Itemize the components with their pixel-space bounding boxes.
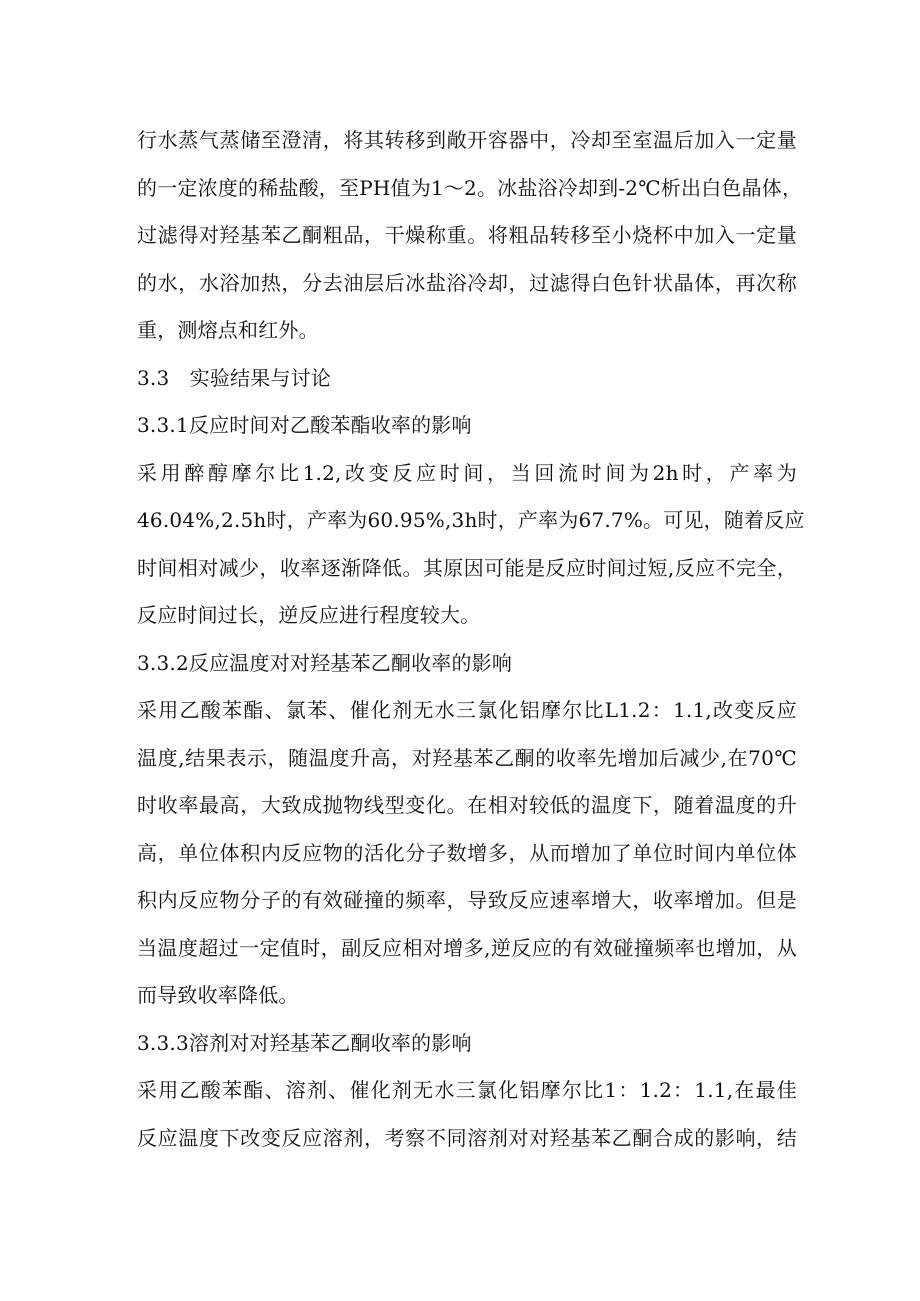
- subsection-heading: 3.3.3溶剂对对羟基苯乙酮收率的影响: [137, 1030, 472, 1055]
- text-line: 温度,结果表示，随温度升高，对羟基苯乙酮的收率先增加后减少,在70℃: [137, 745, 797, 770]
- text-line: 重，测熔点和红外。: [137, 318, 319, 342]
- text-line: 当温度超过一定值时，副反应相对增多,逆反应的有效碰撞频率也增加，从: [137, 935, 797, 960]
- document-body: [137, 117, 805, 1162]
- subsection-heading: 3.3.2反应温度对对羟基苯乙酮收率的影响: [137, 650, 513, 675]
- text-line: 46.04%,2.5h时，产率为60.95%,3h时，产率为67.7%。可见，随着反应: [137, 508, 805, 532]
- text-line: 反应时间过长，逆反应进行程度较大。: [137, 603, 481, 627]
- text-line: 行水蒸气蒸储至澄清，将其转移到敞开容器中，冷却至室温后加入一定量: [137, 128, 797, 152]
- text-line: 高，单位体积内反应物的活化分子数增多，从而增加了单位时间内单位体: [137, 840, 797, 865]
- text-line: 采用乙酸苯酯、氯苯、催化剂无水三氯化铝摩尔比L1.2：1.1,改变反应: [137, 698, 797, 722]
- text-line: 积内反应物分子的有效碰撞的频率，导致反应速率增大，收率增加。但是: [137, 888, 797, 912]
- text-line: 时间相对减少，收率逐渐降低。其原因可能是反应时间过短,反应不完全，: [137, 555, 797, 580]
- text-line: 的水，水浴加热，分去油层后冰盐浴冷却，过滤得白色针状晶体，再次称: [137, 270, 797, 295]
- text-line: 而导致收率降低。: [137, 983, 299, 1007]
- section-heading: 3.3 实验结果与讨论: [137, 365, 332, 390]
- text-line: 反应温度下改变反应溶剂，考察不同溶剂对对羟基苯乙酮合成的影响，结: [137, 1125, 797, 1150]
- text-line: 采用乙酸苯酯、溶剂、催化剂无水三氯化铝摩尔比1：1.2：1.1,在最佳: [137, 1078, 797, 1102]
- subsection-heading: 3.3.1反应时间对乙酸苯酯收率的影响: [137, 413, 472, 437]
- text-line: 采用醉醇摩尔比1.2,改变反应时间，当回流时间为2h时，产率为: [137, 460, 797, 485]
- text-line: 的一定浓度的稀盐酸，至PH值为1～2。冰盐浴冷却到-2℃析出白色晶体，: [137, 175, 803, 200]
- text-line: 时收率最高，大致成抛物线型变化。在相对较低的温度下，随着温度的升: [137, 793, 797, 817]
- text-line: 过滤得对羟基苯乙酮粗品，干燥称重。将粗品转移至小烧杯中加入一定量: [137, 223, 797, 247]
